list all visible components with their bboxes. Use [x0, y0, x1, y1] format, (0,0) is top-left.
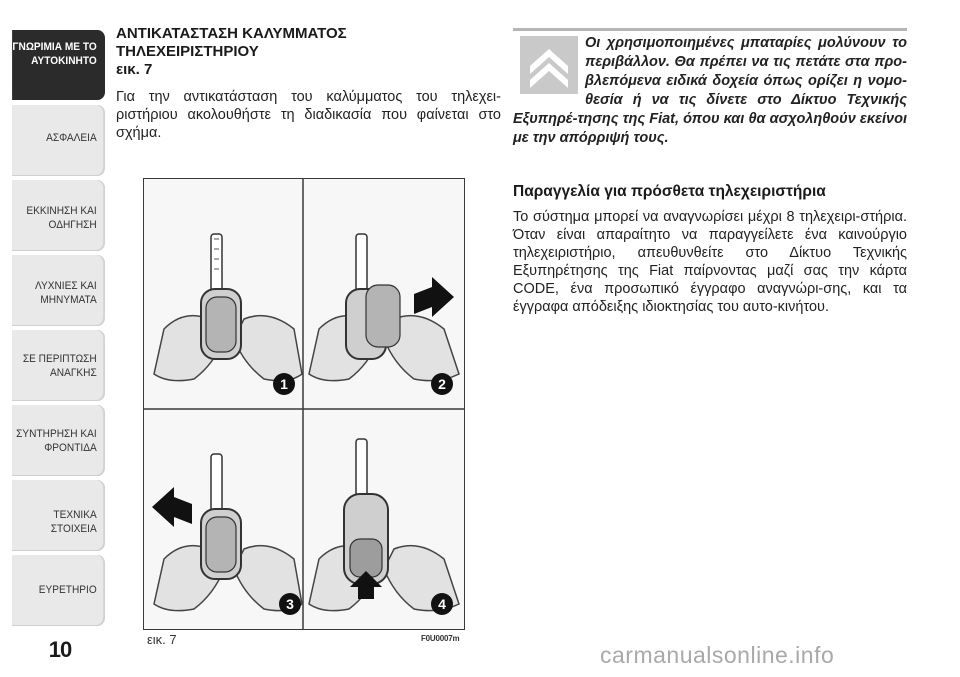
hand-right: [234, 316, 302, 381]
title-figure-ref: εικ. 7: [116, 61, 153, 78]
environment-note-text: Οι χρησιμοποιημένες μπαταρίες μολύνουν το περιβάλλον. Θα πρέπει να τις πετάτε στα προ-βλεπόμενα ειδικά δοχεία όπως ορίζει η νομο-θεσία ή να τις δίνετε στο Δίκτυο Τεχνικής Εξυπηρέ-τησης της Fiat, όπου και θα ασχοληθούν εκείνοι με την απόρριψή τους.: [513, 35, 907, 146]
panel-step-2: [309, 234, 459, 381]
title-line2: ΤΗΛΕΧΕΙΡΙΣΤΗΡΙΟΥ: [116, 43, 259, 60]
page-number: 10: [48, 637, 72, 662]
tab-index[interactable]: [12, 555, 105, 625]
key-blade: [211, 234, 222, 294]
step-badge-3: [279, 593, 301, 615]
tab-label-line2: ΦΡΟΝΤΙΔΑ: [44, 442, 97, 454]
step-number: 3: [286, 596, 294, 612]
tab-maintenance[interactable]: [12, 405, 105, 475]
step-badge-2: [431, 373, 453, 395]
remote-cover-figure: [143, 178, 465, 630]
key-blade: [356, 234, 367, 294]
environment-note-box: [513, 28, 907, 156]
panel-step-1: [154, 234, 302, 381]
tab-label-line2: ΜΗΝΥΜΑΤΑ: [40, 294, 97, 306]
panel-step-4: [309, 439, 459, 611]
remote-cover-sliding: [366, 285, 400, 347]
arrow-left-icon: [152, 487, 192, 527]
tab-label-line1: ΤΕΧΝΙΚΑ ΣΤΟΙΧΕΙΑ: [50, 509, 97, 535]
watermark: carmanualsonline.info: [600, 642, 835, 668]
step-badge-1: [273, 373, 295, 395]
step-number: 2: [438, 376, 446, 392]
tab-label-line1: ΛΥΧΝΙΕΣ ΚΑΙ: [34, 280, 97, 292]
tab-technical-data[interactable]: [12, 480, 105, 550]
panel-step-3: [152, 454, 302, 611]
tab-label-line1: ΣΥΝΤΗΡΗΣΗ ΚΑΙ: [16, 428, 97, 440]
intro-paragraph: Για την αντικατάσταση του καλύμματος του τηλεχει-ριστήριου ακολουθήστε τη διαδικασία που φαίνεται στο σχήμα.: [116, 89, 501, 141]
figure-illustration: [144, 179, 464, 629]
tab-getting-to-know[interactable]: [12, 30, 105, 100]
tab-label-line1: ΑΣΦΑΛΕΙΑ: [46, 132, 97, 144]
figure-caption: εικ. 7: [147, 632, 177, 647]
key-blade: [356, 439, 367, 499]
tab-starting-driving[interactable]: [12, 180, 105, 250]
section-title: [116, 25, 501, 79]
tab-label-line2: ΑΝΑΓΚΗΣ: [50, 367, 97, 379]
tab-label-line1: ΓΝΩΡΙΜΙΑ ΜΕ ΤΟ: [12, 41, 97, 53]
step-number: 4: [438, 596, 446, 612]
arrow-right-icon: [414, 277, 454, 317]
section-body: Το σύστημα μπορεί να αναγνωρίσει μέχρι 8 τηλεχειρι-στήρια. Όταν είναι απαραίτητο να παραγγείλετε ένα καινούργιο τηλεχειριστήριο, απευθυνθείτε στο Δίκτυο Τεχνικής Εξυπηρέτησης της Fiat παίρνοντας μαζί σας την κάρτα CODE, ένα προσωπικό έγγραφο αναγνώρι-σης, και τα έγγραφα απόδειξης ιδιοκτησίας του αυτο-κινήτου.: [513, 209, 907, 315]
remote-cover: [206, 517, 236, 572]
tab-label-line2: ΟΔΗΓΗΣΗ: [48, 219, 97, 231]
step-badge-4: [431, 593, 453, 615]
tab-safety[interactable]: [12, 105, 105, 175]
note-top-rule: [513, 28, 907, 31]
title-line1: ΑΝΤΙΚΑΤΑΣΤΑΣΗ ΚΑΛΥΜΜΑΤΟΣ: [116, 25, 347, 42]
tab-warning-lights[interactable]: [12, 255, 105, 325]
tab-label-line1: ΣΕ ΠΕΡΙΠΤΩΣΗ: [22, 353, 97, 365]
section-heading: Παραγγελία για πρόσθετα τηλεχειριστήρια: [513, 183, 826, 200]
step-number: 1: [280, 376, 288, 392]
figure-code: F0U0007m: [421, 634, 460, 643]
tab-emergency[interactable]: [12, 330, 105, 400]
remote-cover: [206, 297, 236, 352]
key-blade: [211, 454, 222, 514]
tab-label-line2: ΑΥΤΟΚΙΝΗΤΟ: [31, 55, 97, 67]
tab-label-line1: ΕΥΡΕΤΗΡΙΟ: [38, 584, 97, 596]
tab-label-line1: ΕΚΚΙΝΗΣΗ ΚΑΙ: [26, 205, 97, 217]
